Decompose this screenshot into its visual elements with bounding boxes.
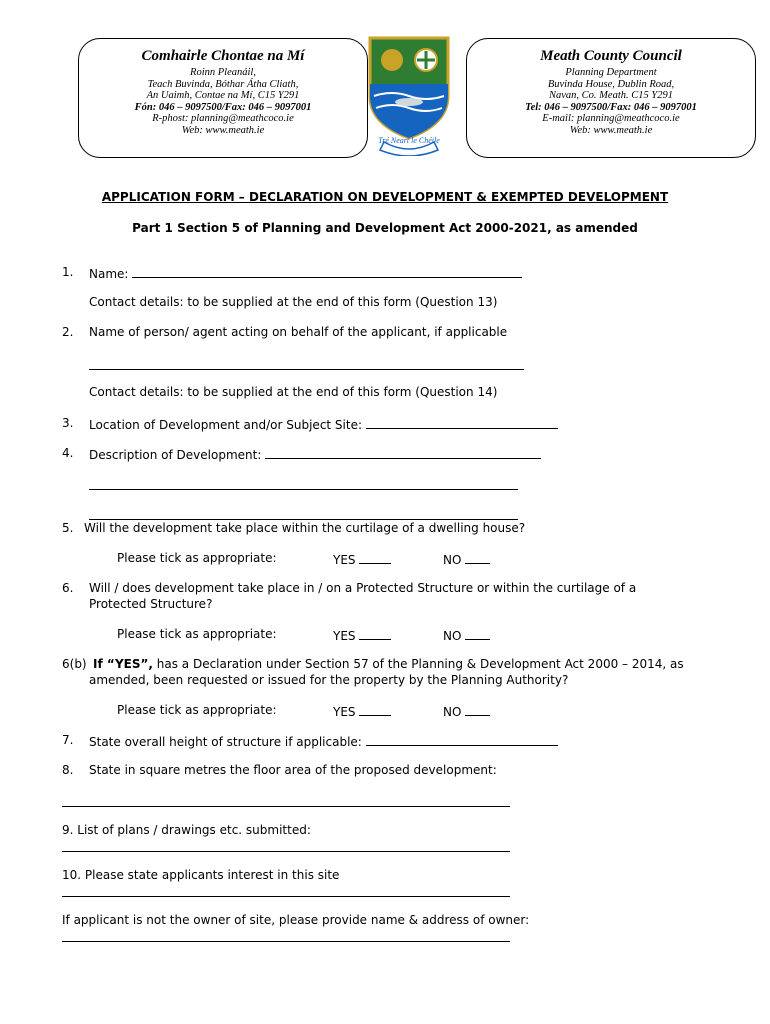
yes-label: YES xyxy=(333,553,356,567)
location-label: Location of Development and/or Subject Site: xyxy=(89,418,363,432)
location-field[interactable] xyxy=(366,416,558,429)
q6b-no-field[interactable] xyxy=(465,703,490,716)
question-number: 6(b) xyxy=(62,657,87,671)
tick-label: Please tick as appropriate: xyxy=(117,551,277,565)
question-number: 8. xyxy=(62,763,74,777)
address-line: Buvinda House, Dublin Road, xyxy=(547,78,675,90)
address-line: An Uaimh, Contae na Mí, C15 Y291 xyxy=(146,90,300,102)
section57-question: has a Declaration under Section 57 of the Planning & Development Act 2000 – 2014, as xyxy=(152,657,684,671)
agent-name-field[interactable] xyxy=(89,369,524,370)
section57-question-cont: amended, been requested or issued for the property by the Planning Authority? xyxy=(89,673,569,687)
question-number: 2. xyxy=(62,325,74,339)
q5-no-field[interactable] xyxy=(465,551,490,564)
address-line: Planning Department xyxy=(565,67,657,78)
website: Web: www.meath.ie xyxy=(569,124,653,136)
q5-yes-field[interactable] xyxy=(359,551,391,564)
council-header-irish xyxy=(78,38,368,158)
protected-structure-question: Will / does development take place in / on a Protected Structure or within the curtilage of a xyxy=(89,581,637,595)
yes-label: YES xyxy=(333,629,356,643)
question-number: 6. xyxy=(62,581,74,595)
if-yes-label: If “YES”, xyxy=(93,657,153,671)
description-field-line[interactable] xyxy=(89,489,518,490)
owner-field[interactable] xyxy=(62,941,510,942)
address-line: Navan, Co. Meath. C15 Y291 xyxy=(549,90,673,102)
question-number: 7. xyxy=(62,733,74,747)
question-number: 3. xyxy=(62,416,74,430)
crest-motto: Tré Neart le Chéile xyxy=(378,136,440,145)
owner-label: If applicant is not the owner of site, please provide name & address of owner: xyxy=(62,913,530,927)
question-number: 1. xyxy=(62,265,74,279)
form-subtitle: Part 1 Section 5 of Planning and Development Act 2000-2021, as amended xyxy=(132,221,638,235)
form-title: APPLICATION FORM – DECLARATION ON DEVELOPMENT & EXEMPTED DEVELOPMENT xyxy=(101,190,669,204)
q1-contact-note: Contact details: to be supplied at the end of this form (Question 13) xyxy=(89,295,498,309)
description-label: Description of Development: xyxy=(89,448,262,462)
website: Web: www.meath.ie xyxy=(181,124,265,136)
description-field[interactable] xyxy=(265,446,541,459)
no-label: NO xyxy=(443,553,462,567)
q6-yes-field[interactable] xyxy=(359,627,391,640)
protected-structure-question-cont: Protected Structure? xyxy=(89,597,213,611)
interest-label: 10. Please state applicants interest in this site xyxy=(62,868,340,882)
tick-label: Please tick as appropriate: xyxy=(117,703,277,717)
floor-area-field[interactable] xyxy=(62,806,510,807)
phone-fax: Tel: 046 – 9097500/Fax: 046 – 9097001 xyxy=(525,101,697,113)
agent-label: Name of person/ agent acting on behalf of the applicant, if applicable xyxy=(89,325,508,339)
email: E-mail: planning@meathcoco.ie xyxy=(542,113,680,125)
email: R-phost: planning@meathcoco.ie xyxy=(152,113,294,125)
council-header-english xyxy=(466,38,756,158)
question-number: 4. xyxy=(62,446,74,460)
address-line: Teach Buvinda, Bóthar Átha Cliath, xyxy=(147,78,299,90)
curtilage-question: Will the development take place within the curtilage of a dwelling house? xyxy=(84,521,526,535)
no-label: NO xyxy=(443,629,462,643)
height-field[interactable] xyxy=(366,733,558,746)
question-number: 5. xyxy=(62,521,74,535)
name-field[interactable] xyxy=(132,265,522,278)
plans-field[interactable] xyxy=(62,851,510,852)
name-label: Name: xyxy=(89,267,129,281)
address-line: Roinn Pleanáil, xyxy=(190,67,256,78)
q6-no-field[interactable] xyxy=(465,627,490,640)
tick-label: Please tick as appropriate: xyxy=(117,627,277,641)
description-field-line[interactable] xyxy=(89,519,518,520)
interest-field[interactable] xyxy=(62,896,510,897)
council-name-irish: Comhairle Chontae na Mí xyxy=(141,48,305,64)
q6b-yes-field[interactable] xyxy=(359,703,391,716)
yes-label: YES xyxy=(333,705,356,719)
floor-area-label: State in square metres the floor area of the proposed development: xyxy=(89,763,497,777)
plans-label: 9. List of plans / drawings etc. submitted: xyxy=(62,823,311,837)
q2-contact-note: Contact details: to be supplied at the end of this form (Question 14) xyxy=(89,385,498,399)
phone-fax: Fón: 046 – 9097500/Fax: 046 – 9097001 xyxy=(134,101,312,113)
no-label: NO xyxy=(443,705,462,719)
council-name-english: Meath County Council xyxy=(540,48,682,64)
height-label: State overall height of structure if applicable: xyxy=(89,735,362,749)
